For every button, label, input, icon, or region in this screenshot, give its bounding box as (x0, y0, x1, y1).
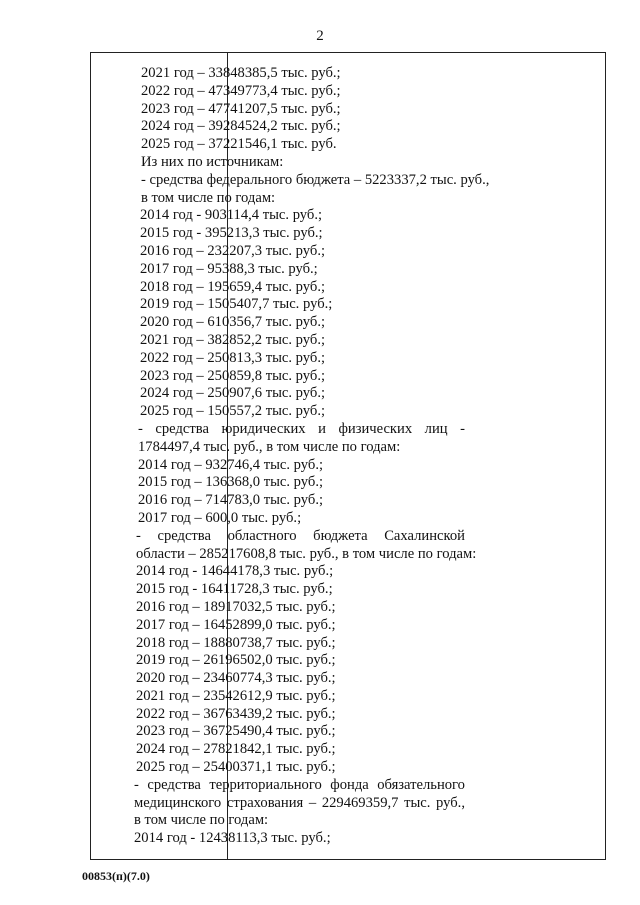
text-word: лиц (424, 420, 448, 437)
text-line: 2014 год - 14644178,3 тыс. руб.; (136, 563, 334, 580)
text-word: средства (147, 776, 201, 793)
text-line: 2025 год – 37221546,1 тыс. руб. (141, 136, 337, 153)
text-line: 2020 год – 610356,7 тыс. руб.; (140, 314, 326, 331)
text-word: средства (155, 420, 209, 437)
text-word: руб., (436, 794, 465, 811)
text-line: 2023 год – 47741207,5 тыс. руб.; (141, 100, 341, 117)
funding-text (91, 65, 490, 848)
text-line: 1784497,4 тыс. руб., в том числе по годам: (138, 438, 401, 455)
text-line: 2020 год – 23460774,3 тыс. руб.; (136, 670, 336, 687)
text-word: - (138, 420, 143, 437)
text-word: фонда (330, 776, 369, 793)
text-word: юридических (221, 420, 306, 437)
text-line: Из них по источникам: (141, 153, 284, 170)
text-line (134, 795, 465, 813)
text-line: 2014 год - 903114,4 тыс. руб.; (140, 207, 323, 224)
text-line: 2016 год – 232207,3 тыс. руб.; (140, 242, 326, 259)
text-line: 2016 год – 714783,0 тыс. руб.; (138, 492, 324, 509)
text-line: 2014 год - 12438113,3 тыс. руб.; (134, 830, 331, 847)
text-word: тыс. (404, 794, 431, 811)
text-word: бюджета (313, 527, 368, 544)
text-word: страхования (226, 794, 304, 811)
text-line: 2018 год – 195659,4 тыс. руб.; (140, 278, 326, 295)
program-table (90, 52, 606, 860)
page-number: 2 (316, 28, 324, 44)
text-word: 229469359,7 (321, 794, 399, 811)
text-line: 2021 год – 382852,2 тыс. руб.; (140, 331, 326, 348)
text-word: медицинского (134, 794, 222, 811)
text-line: в том числе по годам: (141, 189, 276, 206)
text-word: физических (338, 420, 413, 437)
text-word: территориального (209, 776, 322, 793)
text-line: 2023 год – 250859,8 тыс. руб.; (140, 367, 326, 384)
text-line: 2023 год – 36725490,4 тыс. руб.; (136, 723, 336, 740)
text-word: и (318, 420, 326, 437)
text-line: области – 285217608,8 тыс. руб., в том числе по годам: (136, 545, 477, 562)
text-line: 2021 год – 33848385,5 тыс. руб.; (141, 65, 341, 81)
text-line: 2021 год – 23542612,9 тыс. руб.; (136, 687, 336, 704)
text-line (138, 421, 465, 439)
text-word: - (134, 776, 139, 793)
text-word: средства (157, 527, 211, 544)
text-line: 2016 год – 18917032,5 тыс. руб.; (136, 598, 336, 615)
text-line: 2015 год - 16411728,3 тыс. руб.; (136, 581, 333, 598)
text-line: 2024 год – 250907,6 тыс. руб.; (140, 385, 326, 402)
text-line: 2022 год – 47349773,4 тыс. руб.; (141, 82, 341, 99)
text-word: - (460, 420, 465, 437)
text-line (134, 777, 465, 795)
text-word: - (136, 527, 141, 544)
text-line: 2019 год – 26196502,0 тыс. руб.; (136, 652, 336, 669)
text-line: 2017 год – 600,0 тыс. руб.; (138, 509, 302, 526)
text-line: 2025 год – 25400371,1 тыс. руб.; (136, 759, 336, 776)
text-word: – (308, 794, 317, 811)
text-line: 2024 год – 39284524,2 тыс. руб.; (141, 118, 341, 135)
text-line: 2017 год – 95388,3 тыс. руб.; (140, 260, 318, 277)
document-code: 00853(п)(7.0) (82, 869, 150, 883)
text-line: 2017 год – 16452899,0 тыс. руб.; (136, 616, 336, 633)
text-line (136, 528, 465, 546)
text-line: 2018 год – 18880738,7 тыс. руб.; (136, 634, 336, 651)
text-line: - средства федерального бюджета – 5223337,2 тыс. руб., (141, 171, 490, 188)
text-word: Сахалинской (384, 527, 465, 544)
text-word: областного (227, 527, 297, 544)
text-line: 2022 год – 36763439,2 тыс. руб.; (136, 705, 336, 722)
text-line: 2015 год - 395213,3 тыс. руб.; (140, 225, 323, 242)
text-line: 2019 год – 1505407,7 тыс. руб.; (140, 296, 333, 313)
text-word: обязательного (377, 776, 465, 793)
text-line: 2025 год – 150557,2 тыс. руб.; (140, 403, 326, 420)
text-line: 2022 год – 250813,3 тыс. руб.; (140, 349, 326, 366)
text-line: 2024 год – 27821842,1 тыс. руб.; (136, 741, 336, 758)
text-line: в том числе по годам: (134, 812, 269, 829)
text-line: 2014 год – 932746,4 тыс. руб.; (138, 456, 324, 473)
text-line: 2015 год – 136368,0 тыс. руб.; (138, 474, 324, 491)
